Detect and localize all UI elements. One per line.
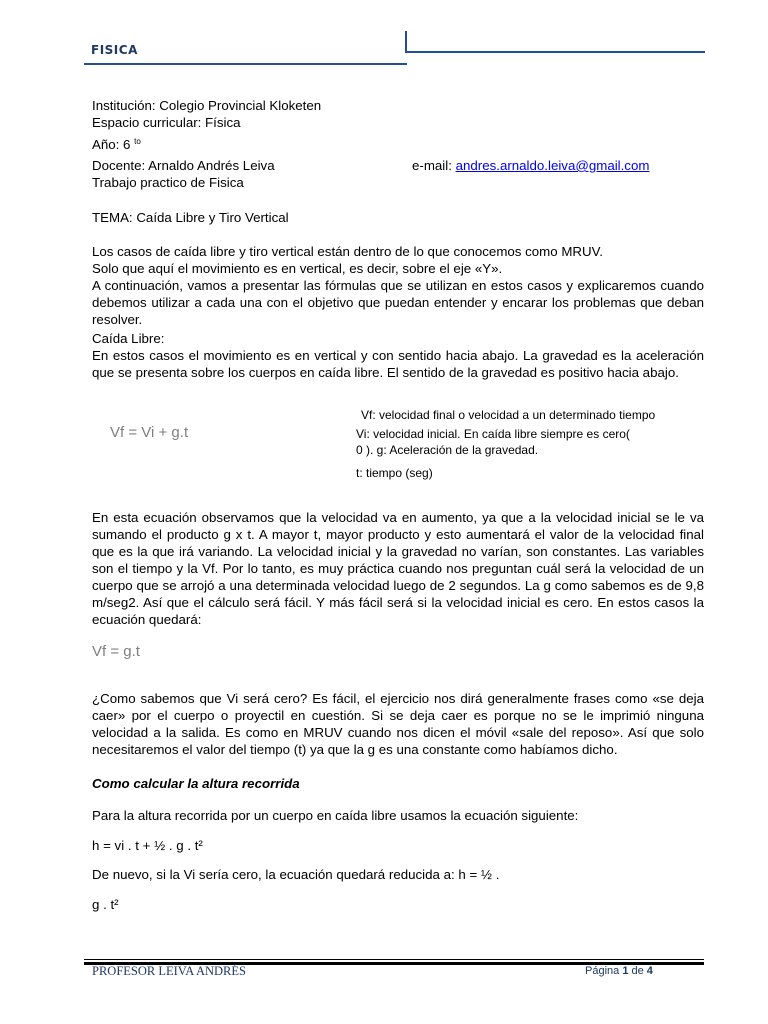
equation-h: h = vi . t + ½ . g . t² xyxy=(92,838,203,853)
anio-text: Año: 6 xyxy=(92,137,135,152)
altura-heading: Como calcular la altura recorrida xyxy=(92,776,300,791)
equation-vf: Vf = Vi + g.t xyxy=(110,424,189,441)
email-line xyxy=(412,157,649,174)
var-vi: Vi: velocidad inicial. En caída libre siempre es cero( xyxy=(356,427,630,441)
anio-sup: to xyxy=(134,137,141,146)
tema-heading: TEMA: Caída Libre y Tiro Vertical xyxy=(92,210,289,225)
page-of: de xyxy=(628,965,647,977)
email-link[interactable]: andres.arnaldo.leiva@gmail.com xyxy=(455,158,650,173)
body-paragraph-6: ¿Como sabemos que Vi será cero? Es fácil, el ejercicio nos dirá generalmente frases como «se deja caer» por el cuerpo o proyectil en cuestión. Si se deja caer es porque no se le imprimió ninguna velocidad a la salida. Es como en MRUV cuando nos dicen el móvil «sale del reposo». Así que solo necesitaremos el valor del tiempo (t) ya que la g es una constante como habíamos dicho. xyxy=(92,691,704,757)
body-paragraph-8: De nuevo, si la Vi sería cero, la ecuación quedará reducida a: h = ½ . xyxy=(92,867,500,882)
espacio-line: Espacio curricular: Física xyxy=(92,115,241,130)
header-rule-right xyxy=(405,51,705,53)
footer-rule-thin xyxy=(84,959,704,960)
var-vf: Vf: velocidad final o velocidad a un determinado tiempo xyxy=(361,408,656,422)
intro-paragraph-1: Los casos de caída libre y tiro vertical están dentro de lo que conocemos como MRUV. xyxy=(92,244,603,259)
equation-vf-simple: Vf = g.t xyxy=(92,643,140,660)
email-label: e-mail: xyxy=(412,158,456,173)
intro-paragraph-4: En estos casos el movimiento es en vertical y con sentido hacia abajo. La gravedad es la aceleración que se presenta sobre los cuerpos en caída libre. El sentido de la gravedad es positivo hacia abajo. xyxy=(92,348,704,380)
body-paragraph-9: g . t² xyxy=(92,897,119,912)
anio-line xyxy=(92,136,141,153)
footer-author: PROFESOR LEIVA ANDRÉS xyxy=(92,964,246,978)
page-current: 1 xyxy=(622,965,629,977)
footer-page-number xyxy=(585,965,653,977)
page-label: Página xyxy=(585,965,623,977)
docente-line: Docente: Arnaldo Andrés Leiva xyxy=(92,158,275,173)
body-paragraph-7: Para la altura recorrida por un cuerpo en caída libre usamos la ecuación siguiente: xyxy=(92,808,579,823)
var-g: 0 ). g: Aceleración de la gravedad. xyxy=(356,443,539,457)
intro-paragraph-3: A continuación, vamos a presentar las fórmulas que se utilizan en estos casos y explicaremos cuando debemos utilizar a cada una con el objetivo que puedan entender y encarar los problemas que deban resolver. xyxy=(92,278,704,327)
header-rule-step xyxy=(405,31,407,52)
institucion-line: Institución: Colegio Provincial Kloketen xyxy=(92,98,322,113)
trabajo-line: Trabajo practico de Fisica xyxy=(92,175,244,190)
var-t: t: tiempo (seg) xyxy=(356,466,433,480)
intro-paragraph-2: Solo que aquí el movimiento es en vertical, es decir, sobre el eje «Y». xyxy=(92,261,503,276)
body-paragraph-5: En esta ecuación observamos que la velocidad va en aumento, ya que a la velocidad inicial se le va sumando el producto g x t. A mayor t, mayor producto y esto aumentará el valor de la velocidad final que es la que irá variando. La velocidad inicial y la gravedad no varían, son constantes. Las variables son el tiempo y la Vf. Por lo tanto, es muy práctica cuando nos preguntan cuál será la velocidad de un cuerpo que se arrojó a una determinada velocidad luego de 2 segundos. La g como sabemos es de 9,8 m/seg2. Así que el cálculo será fácil. Y más fácil será si la velocidad inicial es cero. En estos casos la ecuación quedará: xyxy=(92,510,704,627)
caida-libre-heading: Caída Libre: xyxy=(92,331,165,346)
header-rule-left xyxy=(84,63,407,65)
page-total: 4 xyxy=(646,965,653,977)
header-title: FISICA xyxy=(91,43,138,57)
